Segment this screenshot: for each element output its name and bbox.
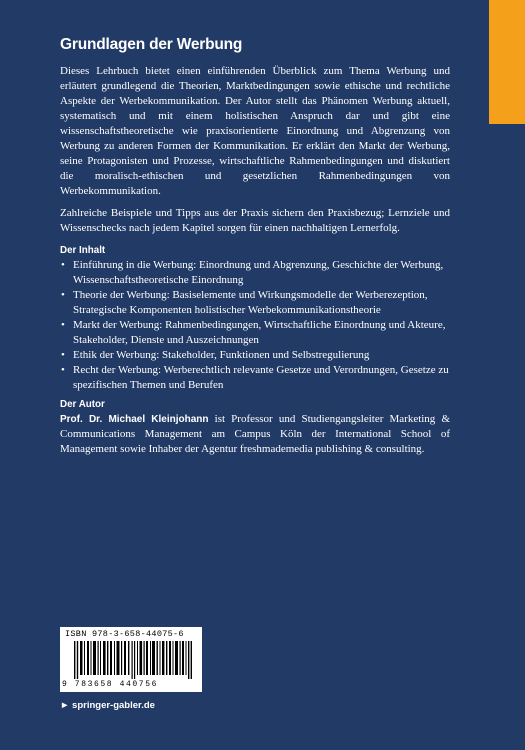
bullet-icon: • bbox=[61, 364, 65, 376]
list-item: • Recht der Werbung: Werberechtlich relevante Gesetze und Verordnungen, Gesetze zu spezifischen Themen und Berufen bbox=[61, 364, 449, 391]
isbn-number: ISBN 978-3-658-44075-6 bbox=[65, 629, 184, 639]
contents-heading: Der Inhalt bbox=[60, 245, 106, 256]
practice-paragraph: Zahlreiche Beispiele und Tipps aus der Praxis sichern den Praxisbezug; Lernziele und Wissenschecks nach jedem Kapitel sorgen für einen nachhaltigen Lernerfolg. bbox=[60, 207, 450, 234]
bullet-icon: • bbox=[61, 319, 65, 331]
page-title: Grundlagen der Werbung bbox=[60, 36, 243, 53]
barcode-icon bbox=[74, 641, 192, 679]
back-cover-text bbox=[60, 64, 450, 457]
list-item: • Theorie der Werbung: Basiselemente und Wirkungsmodelle der Werberezeption, Strategische Komponenten holistischer Werbekommunikationstheorie bbox=[61, 289, 428, 316]
author-name: Prof. Dr. Michael Kleinjohann bbox=[60, 414, 209, 425]
author-bio: Prof. Dr. Michael Kleinjohann ist Professor und Studiengangsleiter Marketing & Communications Management am Campus Köln der International School of Management sowie Inhaber der Agentur freshmademedia publishing & consulting. bbox=[60, 413, 450, 455]
bullet-icon: • bbox=[61, 349, 65, 361]
barcode-digits: 9 783658 440756 bbox=[62, 680, 159, 689]
list-item: • Markt der Werbung: Rahmenbedingungen, Wirtschaftliche Einordnung und Akteure, Stakeholder, Dienste und Auszeichnungen bbox=[61, 319, 446, 346]
bullet-icon: • bbox=[61, 289, 65, 301]
bullet-icon: • bbox=[61, 259, 65, 271]
accent-strip bbox=[489, 0, 525, 124]
isbn-barcode bbox=[60, 627, 202, 692]
list-item: • Ethik der Werbung: Stakeholder, Funktionen und Selbstregulierung bbox=[61, 349, 370, 361]
contents-list bbox=[60, 258, 450, 393]
list-item: • Einführung in die Werbung: Einordnung und Abgrenzung, Geschichte der Werbung, Wissenschaftstheoretische Einordnung bbox=[61, 259, 444, 286]
author-heading: Der Autor bbox=[60, 399, 105, 410]
intro-paragraph: Dieses Lehrbuch bietet einen einführenden Überblick zum Thema Werbung und erläutert grundlegend die Theorien, Marktbedingungen sowie ethische und rechtliche Aspekte der Werbekommunikation. Der Autor stellt das Phänomen Werbung aktuell, systematisch und mit einem holistischen Anspruch dar und gibt eine wissenschaftstheoretische wie praxisorientierte Einordnung und Abgrenzung von Werbung zu anderen Formen der Kommunikation. Er erklärt den Markt der Werbung, seine Protagonisten und Prozesse, wirtschaftliche Rahmenbedingungen und diskutiert die moralisch-ethischen und gesetzlichen Rahmenbedingungen von Werbekommunikation. bbox=[60, 65, 450, 197]
publisher-link[interactable]: ► springer-gabler.de bbox=[60, 700, 155, 711]
